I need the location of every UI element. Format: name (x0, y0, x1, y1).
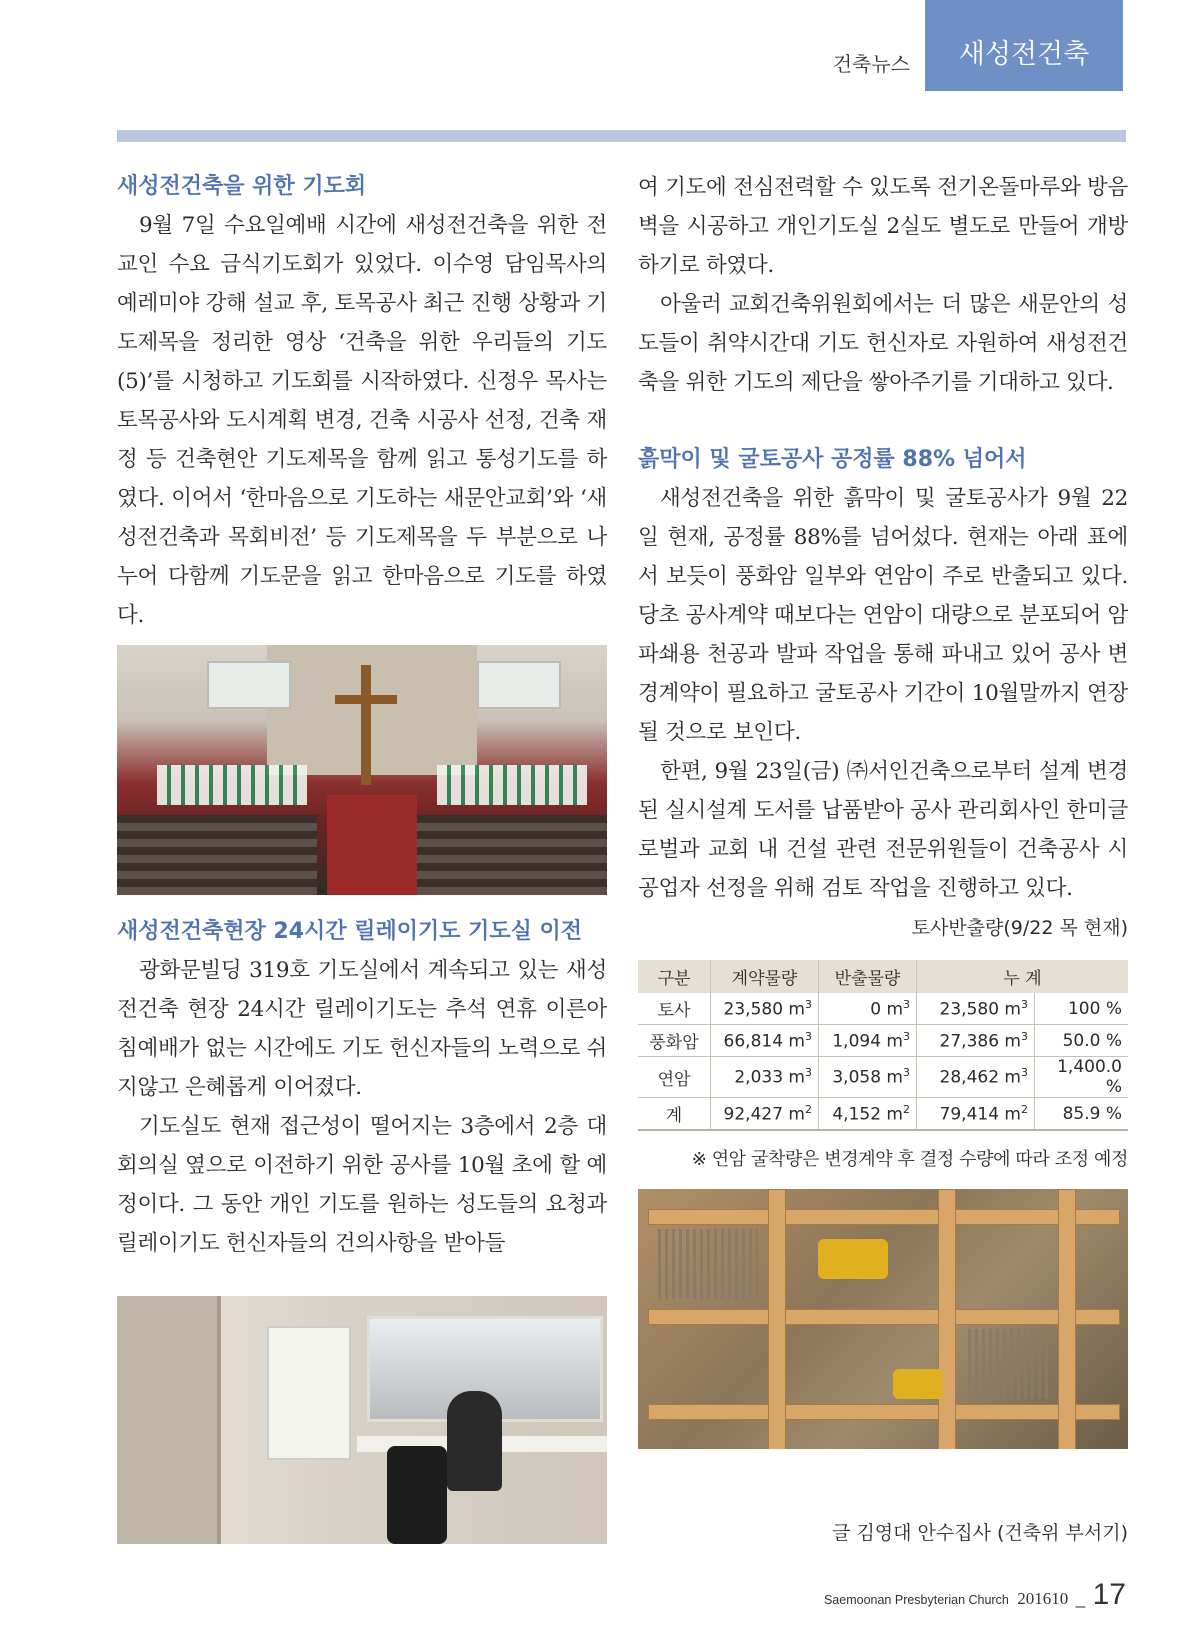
table-header: 계약물량 (711, 960, 819, 993)
photo-pews (117, 815, 317, 895)
soil-removal-table (638, 960, 1128, 1131)
section-tab: 새성전건축 (925, 0, 1123, 91)
construction-site-photo (638, 1189, 1128, 1449)
section-title-prayer-meeting: 새성전건축을 위한 기도회 (117, 174, 367, 199)
table-header: 누 계 (917, 960, 1129, 993)
table-cell: 계 (638, 1098, 711, 1131)
excavator-icon (893, 1369, 943, 1399)
photo-door (117, 1296, 221, 1544)
church-worship-photo (117, 645, 607, 895)
table-header-row (638, 960, 1128, 993)
section-category: 건축뉴스 (832, 52, 910, 76)
table-cell: 1,400.0 % (1035, 1057, 1129, 1098)
photo-choir (437, 765, 587, 805)
photo-rebar (968, 1329, 1048, 1399)
photo-chair (387, 1446, 447, 1544)
footer-separator: _ (1075, 1589, 1086, 1608)
table-row (638, 1098, 1128, 1131)
photo-beam (648, 1309, 1120, 1325)
photo-beam (1058, 1189, 1076, 1449)
page-footer (700, 1578, 1126, 1612)
table-cell: 23,580 $m^3$ (917, 993, 1035, 1025)
table-row (638, 993, 1128, 1025)
table-cell: 연암 (638, 1057, 711, 1098)
photo-rebar (658, 1229, 758, 1299)
footer-org: Saemoonan Presbyterian Church (823, 1593, 1009, 1607)
byline: 글 김영대 안수집사 (건축위 부서기) (832, 1522, 1128, 1544)
table-cell: 100 % (1035, 993, 1129, 1025)
table-cell: 85.9 % (1035, 1098, 1129, 1131)
table-cell: 3,058 $m^3$ (819, 1057, 917, 1098)
header-divider (117, 130, 1126, 142)
table-cell: 50.0 % (1035, 1025, 1129, 1057)
table-cell: 풍화암 (638, 1025, 711, 1057)
table-header: 반출물량 (819, 960, 917, 993)
table-caption: 토사반출량(9/22 목 현재) (911, 917, 1128, 939)
table-cell: 23,580 $m^3$ (711, 993, 819, 1025)
excavator-icon (818, 1239, 888, 1279)
left-column (117, 168, 607, 1263)
photo-choir (157, 765, 307, 805)
photo-notice-board (267, 1326, 351, 1460)
photo-beam (648, 1209, 1120, 1225)
table-cell: 토사 (638, 993, 711, 1025)
table-cell: 66,814 $m^3$ (711, 1025, 819, 1057)
table-cell: 2,033 $m^3$ (711, 1057, 819, 1098)
table-cell: 28,462 $m^3$ (917, 1057, 1035, 1098)
table-note: ※ 연암 굴착량은 변경계약 후 결정 수량에 따라 조정 예정 (691, 1149, 1128, 1170)
photo-screen (207, 661, 291, 709)
photo-aisle (327, 795, 417, 895)
prayer-room-photo (117, 1296, 607, 1544)
right-column (638, 168, 1128, 1449)
section-title-excavation: 흙막이 및 굴토공사 공정률 88% 넘어서 (638, 447, 1027, 472)
paragraph: 기도실도 현재 접근성이 떨어지는 3층에서 2층 대회의실 옆으로 이전하기 위한 공사를 10월 초에 할 예정이다. 그 동안 개인 기도를 원하는 성도들의 요청과 릴레이기도 헌신자들의 건의사항을 받아들 (117, 1114, 607, 1256)
paragraph: 광화문빌딩 319호 기도실에서 계속되고 있는 새성전건축 현장 24시간 릴레이기도는 추석 연휴 이른아침예배가 없는 시간에도 기도 헌신자들의 노력으로 쉬지않고 은혜롭게 이어졌다. (117, 958, 607, 1100)
table-header: 구분 (638, 960, 711, 993)
photo-beam (648, 1404, 1120, 1420)
paragraph: 새성전건축을 위한 흙막이 및 굴토공사가 9월 22일 현재, 공정률 88%를 넘어섰다. 현재는 아래 표에서 보듯이 풍화암 일부와 연암이 주로 반출되고 있다. 당초 공사계약 때보다는 연암이 대량으로 분포되어 암파쇄용 천공과 발파 작업을 통해 파내고 있어 공사 변경계약이 필요하고 굴토공사 기간이 10월말까지 연장될 것으로 보인다. (638, 486, 1128, 745)
table-cell: 1,094 $m^3$ (819, 1025, 917, 1057)
photo-pews (417, 815, 607, 895)
photo-wall (267, 645, 477, 775)
paragraph: 여 기도에 전심전력할 수 있도록 전기온돌마루와 방음벽을 시공하고 개인기도실 2실도 별도로 만들어 개방하기로 하였다. (638, 175, 1128, 278)
table-row (638, 1057, 1128, 1098)
paragraph: 한편, 9월 23일(금) ㈜서인건축으로부터 설계 변경된 실시설계 도서를 납품받아 공사 관리회사인 한미글로벌과 교회 내 건설 관련 전문위원들이 건축공사 시공업자 선정을 위해 검토 작업을 진행하고 있다. (638, 759, 1128, 901)
table-cell: 79,414 $m^2$ (917, 1098, 1035, 1131)
table-cell: 0 $m^3$ (819, 993, 917, 1025)
cross-icon-bar (335, 695, 397, 704)
table-cell: 4,152 $m^2$ (819, 1098, 917, 1131)
photo-person (447, 1391, 502, 1491)
footer-date: 201610 (1017, 1589, 1069, 1608)
section-title-relay-prayer: 새성전건축현장 24시간 릴레이기도 기도실 이전 (117, 919, 583, 944)
page-number: 17 (1092, 1578, 1126, 1611)
paragraph: 아울러 교회건축위원회에서는 더 많은 새문안의 성도들이 취약시간대 기도 헌신자로 자원하여 새성전건축을 위한 기도의 제단을 쌓아주기를 기대하고 있다. (638, 292, 1128, 395)
photo-screen (477, 661, 561, 709)
photo-beam (768, 1189, 786, 1449)
table-cell: 27,386 $m^3$ (917, 1025, 1035, 1057)
table-cell: 92,427 $m^2$ (711, 1098, 819, 1131)
paragraph: 9월 7일 수요일예배 시간에 새성전건축을 위한 전교인 수요 금식기도회가 있었다. 이수영 담임목사의 예레미야 강해 설교 후, 토목공사 최근 진행 상황과 기도제목을 정리한 영상 ‘건축을 위한 우리들의 기도(5)’를 시청하고 기도회를 시작하였다. 신정우 목사는 토목공사와 도시계획 변경, 건축 시공사 선정, 건축 재정 등 건축현안 기도제목을 함께 읽고 통성기도를 하였다. 이어서 ‘한마음으로 기도하는 새문안교회’와 ‘새성전건축과 목회비전’ 등 기도제목을 두 부분으로 나누어 다함께 기도문을 읽고 한마음으로 기도를 하였다. (117, 213, 607, 628)
cross-icon (361, 665, 371, 785)
table-row (638, 1025, 1128, 1057)
photo-beam (938, 1189, 956, 1449)
